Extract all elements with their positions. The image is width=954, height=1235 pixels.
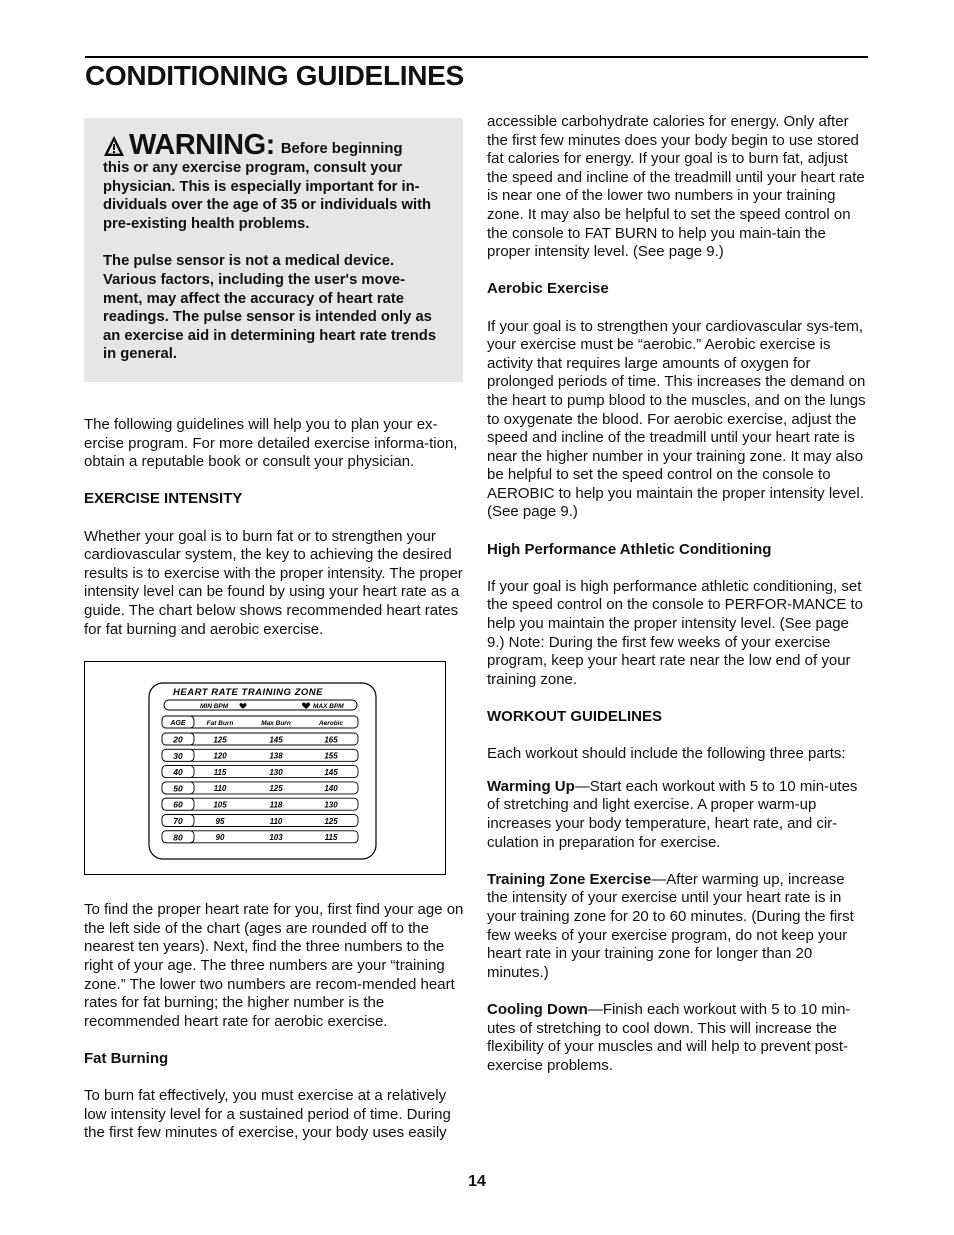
max-burn-cell: 125 — [269, 784, 283, 794]
training-zone-label: Training Zone Exercise — [487, 870, 652, 888]
chart-title: HEART RATE TRAINING ZONE — [173, 687, 323, 699]
max-burn-cell: 118 — [269, 800, 283, 810]
header-cell-fat-burn: Fat Burn — [206, 720, 234, 728]
fat-burn-cell: 105 — [213, 800, 227, 810]
fat-burn-cell: 120 — [213, 751, 227, 761]
training-zone-paragraph — [487, 871, 867, 983]
aerobic-cell: 145 — [324, 768, 338, 778]
page-number: 14 — [468, 1173, 486, 1190]
aerobic-cell: 155 — [324, 751, 338, 761]
fat-burn-cell: 90 — [215, 833, 225, 843]
fat-burn-cell: 95 — [215, 816, 225, 826]
fat-burning-heading: Fat Burning — [84, 1049, 169, 1067]
max-burn-cell: 145 — [269, 735, 283, 745]
warning-lead: Before beginning — [280, 141, 403, 158]
cooling-down-label: Cooling Down — [487, 1000, 588, 1018]
page-title: CONDITIONING GUIDELINES — [85, 60, 464, 91]
age-cell: 40 — [173, 767, 183, 778]
right-column — [487, 113, 867, 1075]
heart-rate-chart — [84, 661, 446, 875]
exercise-intensity-heading: EXERCISE INTENSITY — [84, 490, 243, 508]
aerobic-exercise-heading: Aerobic Exercise — [487, 280, 609, 298]
table-row — [162, 749, 358, 761]
high-performance-paragraph: If your goal is high performance athletic conditioning, set the speed control on the console to PERFOR-MANCE to help you maintain the proper intensity level. (See page 9.) Note: During the first few weeks of your exercise program, keep your heart rate near the low end of your training zone. — [487, 577, 864, 688]
fat-burn-cell: 125 — [213, 735, 227, 745]
table-row — [162, 733, 358, 745]
warning-box — [84, 118, 463, 382]
cooling-down-text: —Finish each workout with 5 to 10 min-utes of stretching to cool down. This will increase the flexibility of your muscles and will help to prevent post-exercise problems. — [487, 1000, 851, 1074]
age-cell: 70 — [173, 816, 183, 827]
training-zone-text: —After warming up, increase the intensity of your exercise until your heart rate is in your training zone for 20 to 60 minutes. (During the first few weeks of your exercise program, do not keep your heart rate in your training zone for longer than 20 minutes.) — [487, 870, 854, 981]
fat-burn-cell: 115 — [213, 768, 227, 778]
age-cell: 60 — [173, 799, 183, 810]
warming-up-text: —Start each workout with 5 to 10 min-utes of stretching and light exercise. A proper warm-up increases your body temperature, heart rate, and cir-culation in preparation for exercise. — [487, 777, 858, 851]
fat-burning-continued-paragraph: accessible carbohydrate calories for energy. Only after the first few minutes does your body begin to use stored fat calories for energy. If your goal is to burn fat, adjust the speed and incline of the treadmill until your heart rate is near one of the lower two numbers in your training zone. It may also be helpful to set the speed control on the console to FAT BURN to help you main-tain the proper intensity level. (See page 9.) — [487, 113, 865, 261]
table-row — [162, 766, 358, 778]
min-bpm-label: MIN BPM — [200, 703, 229, 711]
age-cell: 50 — [173, 783, 183, 794]
left-column — [84, 118, 464, 1143]
max-burn-cell: 130 — [269, 768, 283, 778]
age-cell: 20 — [173, 734, 183, 745]
aerobic-cell: 115 — [324, 833, 338, 843]
max-burn-cell: 138 — [269, 751, 283, 761]
table-row — [162, 782, 358, 794]
warning-paragraph-1: this or any exercise program, consult your physician. This is especially important for in-dividuals over the age of 35 or individuals with pre-existing health problems. — [103, 160, 432, 232]
aerobic-cell: 140 — [324, 784, 338, 794]
max-burn-cell: 103 — [269, 833, 283, 843]
header-rule — [85, 56, 868, 58]
aerobic-cell: 130 — [324, 800, 338, 810]
warming-up-paragraph — [487, 778, 867, 852]
table-row — [162, 831, 358, 843]
header-cell-age: AGE — [170, 720, 186, 728]
workout-guidelines-heading: WORKOUT GUIDELINES — [487, 708, 662, 725]
exercise-intensity-paragraph: Whether your goal is to burn fat or to strengthen your cardiovascular system, the key to achieving the desired results is to exercise with the proper intensity. The proper intensity level can be found by using your heart rate as a guide. The chart below shows recommended heart rates for fat burning and aerobic exercise. — [84, 527, 463, 638]
high-performance-heading: High Performance Athletic Conditioning — [487, 540, 772, 558]
header-cell-aerobic: Aerobic — [318, 720, 344, 728]
warning-paragraph-2: The pulse sensor is not a medical device. Various factors, including the user's move-ment, may affect the accuracy of heart rate readings. The pulse sensor is intended only as an exercise aid in determining heart rate trends in general. — [103, 253, 437, 363]
aerobic-cell: 125 — [324, 816, 338, 826]
workout-intro-paragraph: Each workout should include the following three parts: — [487, 745, 846, 763]
header-cell-max-burn: Max Burn — [261, 720, 291, 728]
max-bpm-label: MAX BPM — [313, 703, 344, 711]
intro-paragraph: The following guidelines will help you to plan your ex-ercise program. For more detailed exercise informa-tion, obtain a reputable book or consult your physician. — [84, 416, 458, 471]
table-row — [162, 815, 358, 827]
cooling-down-paragraph — [487, 1001, 867, 1075]
heart-rate-chart-graphic — [148, 682, 377, 860]
fat-burn-cell: 110 — [213, 784, 227, 794]
aerobic-exercise-paragraph: If your goal is to strengthen your cardiovascular sys-tem, your exercise must be “aerobic.” Aerobic exercise is activity that requires large amounts of oxygen for prolonged periods of time. This increases the demand on the heart to pump blood to the muscles, and on the lungs to oxygenate the blood. For aerobic exercise, adjust the speed and incline of the treadmill until your heart rate is near the higher number in your training zone. It may also be helpful to set the speed control on the console to AEROBIC to help you maintain the proper intensity level. (See page 9.) — [487, 317, 866, 521]
age-cell: 80 — [173, 832, 183, 843]
table-row — [162, 798, 358, 810]
max-burn-cell: 110 — [269, 816, 283, 826]
warning-heading — [103, 131, 443, 159]
fat-burning-paragraph: To burn fat effectively, you must exercise at a relatively low intensity level for a sustained period of time. During the first few minutes of exercise, your body uses easily — [84, 1087, 451, 1142]
warning-word: WARNING: — [129, 129, 275, 161]
aerobic-cell: 165 — [324, 735, 338, 745]
age-cell: 30 — [173, 750, 183, 761]
find-heart-rate-paragraph: To find the proper heart rate for you, first find your age on the left side of the chart (ages are rounded off to the nearest ten years). Next, find the three numbers to the right of your age. The three numbers are your “training zone.” The lower two numbers are recom-mended heart rates for fat burning; the higher number is the recommended heart rate for aerobic exercise. — [84, 901, 464, 1030]
warning-triangle-icon — [103, 135, 125, 157]
warming-up-label: Warming Up — [487, 777, 575, 795]
